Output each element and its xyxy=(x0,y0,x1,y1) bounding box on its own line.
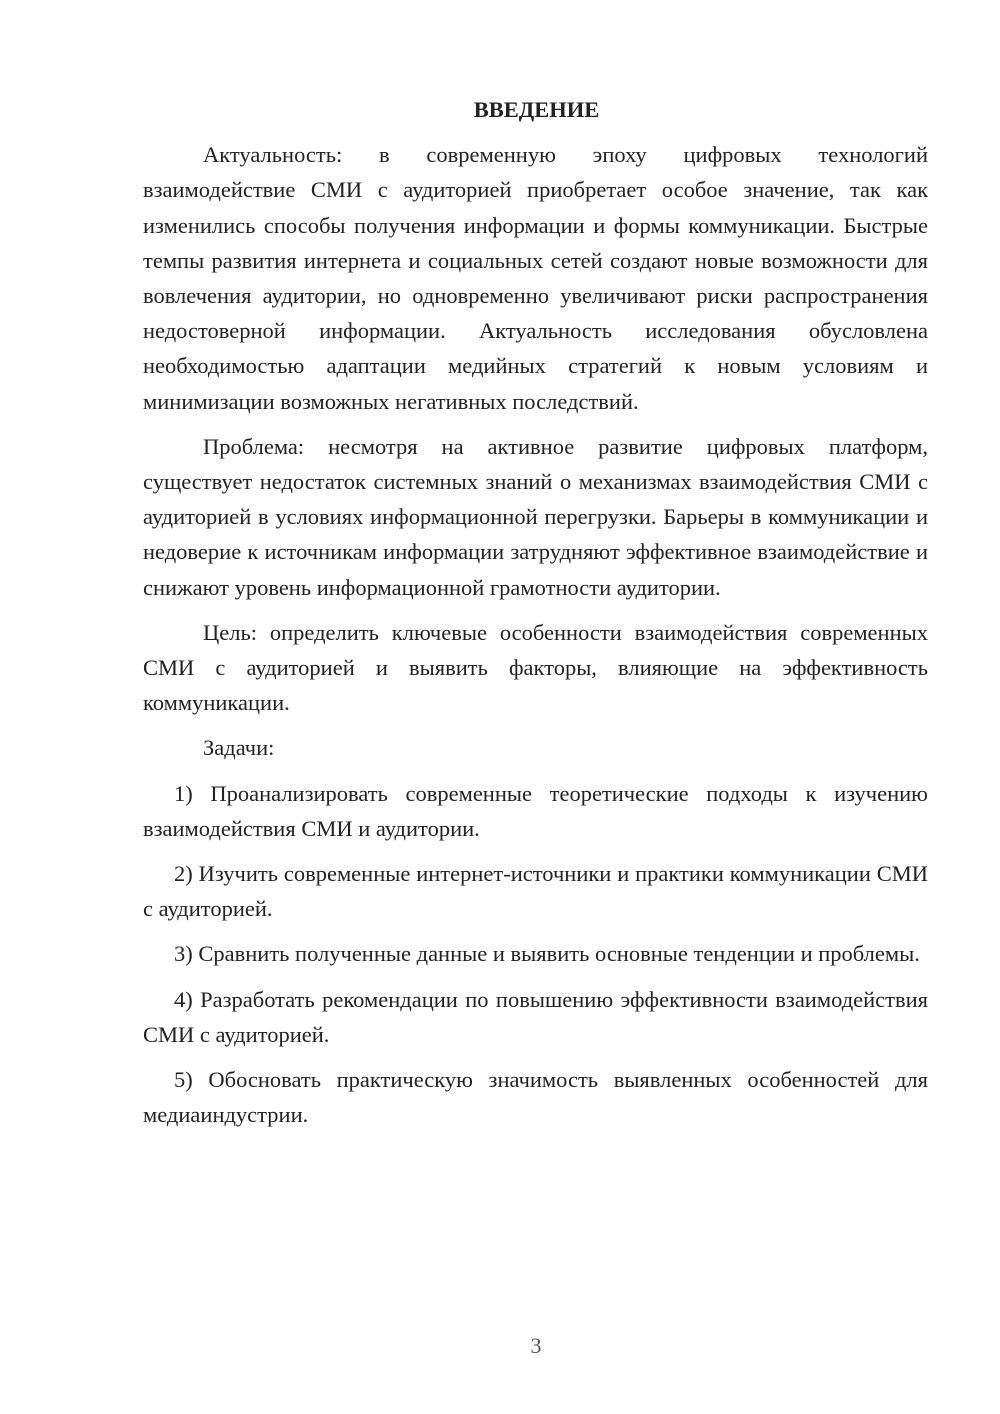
task-item-4: 4) Разработать рекомендации по повышению эффективности взаимодействия СМИ с аудиторией. xyxy=(143,986,928,1047)
problem-paragraph: Проблема: несмотря на активное развитие цифровых платформ, существует недостаток системных знаний о механизмах взаимодействия СМИ с аудиторией в условиях информационной перегрузки. Барьеры в коммуникации и недоверие к источникам информации затрудняют эффективное взаимодействие и снижают уровень информационной грамотности аудитории. xyxy=(143,433,928,600)
goal-paragraph: Цель: определить ключевые особенности взаимодействия современных СМИ с аудиторией и выявить факторы, влияющие на эффективность коммуникации. xyxy=(143,619,928,716)
task-item-2: 2) Изучить современные интернет-источники и практики коммуникации СМИ с аудиторией. xyxy=(143,861,928,922)
task-item-1: 1) Проанализировать современные теоретические подходы к изучению взаимодействия СМИ и аудитории. xyxy=(143,780,928,841)
page-content xyxy=(143,92,928,1142)
task-item-3: 3) Сравнить полученные данные и выявить основные тенденции и проблемы. xyxy=(174,941,920,967)
page-title: ВВЕДЕНИЕ xyxy=(473,97,600,122)
relevance-paragraph: Актуальность: в современную эпоху цифровых технологий взаимодействие СМИ с аудиторией приобретает особое значение, так как изменились способы получения информации и формы коммуникации. Быстрые темпы развития интернета и социальных сетей создают новые возможности для вовлечения аудитории, но одновременно увеличивают риски распространения недостоверной информации. Актуальность исследования обусловлена необходимостью адаптации медийных стратегий к новым условиям и минимизации возможных негативных последствий. xyxy=(143,142,928,414)
tasks-label: Задачи: xyxy=(203,735,275,761)
page-number: 3 xyxy=(530,1333,542,1358)
task-item-5: 5) Обосновать практическую значимость выявленных особенностей для медиаиндустрии. xyxy=(143,1067,928,1128)
